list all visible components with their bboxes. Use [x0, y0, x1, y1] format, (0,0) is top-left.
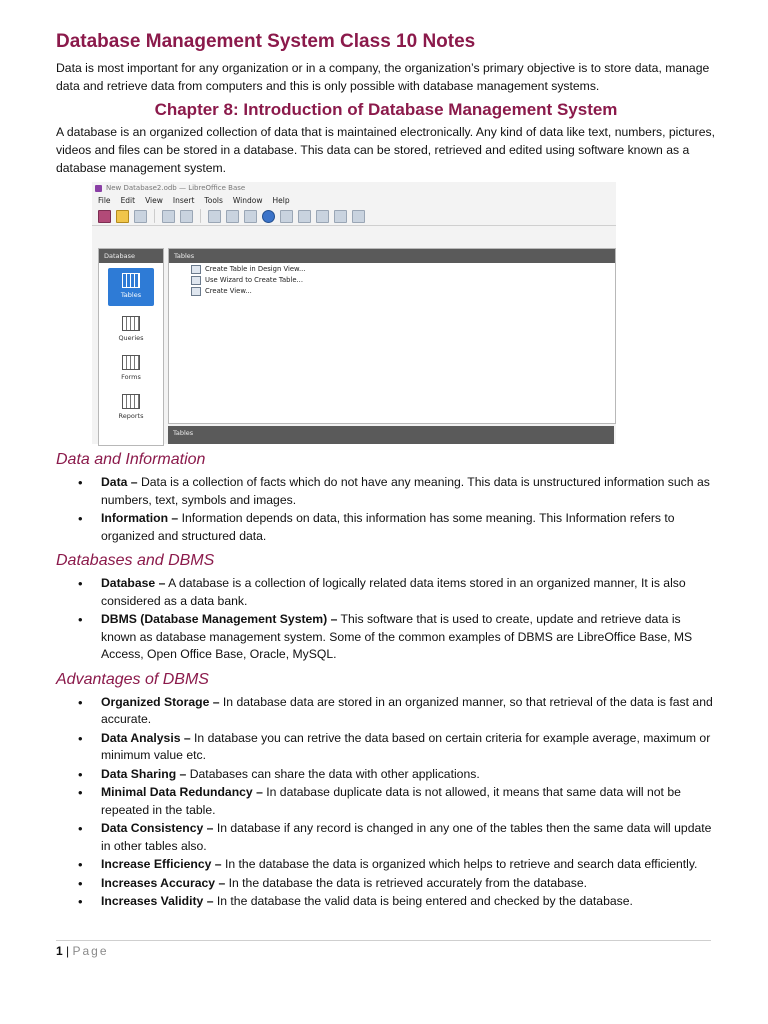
toolbar-divider: [154, 209, 155, 223]
tasks-pane: [168, 248, 616, 424]
help-icon: [262, 210, 275, 223]
screenshot-menubar: [92, 195, 616, 207]
libreoffice-app-icon: [95, 185, 102, 192]
list-term: Increases Validity –: [101, 894, 214, 908]
list-term: Information –: [101, 511, 179, 525]
design-view-icon: [191, 265, 201, 274]
save-icon: [134, 210, 147, 223]
list-text: Data is a collection of facts which do not have any meaning. This data is unstructured information such as numbers, text, symbols and images.: [101, 475, 710, 507]
task-create-view: [191, 286, 615, 296]
list-term: Increases Accuracy –: [101, 875, 226, 890]
list-item: [101, 694, 716, 729]
tasks-pane-header: Tables: [169, 249, 615, 263]
list-term: Data –: [101, 475, 138, 489]
form-icon: [244, 210, 257, 223]
list-text: In database if any record is changed in any one of the tables then the same data will update in other tables also.: [101, 821, 712, 853]
menu-insert: Insert: [172, 196, 195, 205]
list-term: Data Consistency –: [101, 821, 214, 835]
nav-forms-label: Forms: [121, 373, 141, 381]
database-pane: [98, 248, 164, 446]
list-item: [101, 575, 716, 610]
list-text: Information depends on data, this information has some meaning. This Information refers to organized and structured data.: [101, 511, 675, 543]
list-term: Organized Storage –: [101, 694, 220, 709]
menu-tools: Tools: [204, 196, 223, 205]
document-title: Database Management System Class 10 Notes: [56, 31, 476, 52]
list-item: [101, 766, 716, 784]
screenshot-window-title: New Database2.odb — LibreOffice Base: [106, 184, 246, 192]
list-text: In the database the valid data is being entered and checked by the database.: [213, 894, 633, 908]
nav-queries-label: Queries: [118, 334, 144, 342]
list-term: Data Analysis –: [101, 730, 191, 745]
list-item: [101, 730, 716, 765]
list-term: Minimal Data Redundancy –: [101, 785, 263, 799]
table-icon: [280, 210, 293, 223]
nav-queries: [108, 311, 154, 345]
list-item: [101, 474, 716, 509]
nav-tables: [108, 268, 154, 306]
list-item: [101, 856, 716, 874]
menu-view: View: [145, 196, 163, 205]
section-heading: Data and Information: [56, 451, 206, 468]
chapter-intro-paragraph: A database is an organized collection of data that is maintained electronically. Any kind of data like text, numbers, pictures, videos and files can be stored in a database. This data can be stored, retrieved and edited using software known as a database management system.: [56, 125, 715, 175]
list-text: In database duplicate data is not allowed, it means that same data will not be repeated in the table.: [101, 785, 681, 817]
list-text: In the database the data is retrieved accurately from the database.: [225, 875, 588, 890]
nav-forms: [108, 350, 154, 384]
tables-list-header: Tables: [168, 426, 614, 444]
page-footer: [56, 940, 711, 958]
sort-ascending-icon: [208, 210, 221, 223]
list-item: [101, 820, 716, 855]
paste-icon: [180, 210, 193, 223]
sort-descending-icon: [226, 210, 239, 223]
task-wizard: [191, 275, 615, 285]
query-icon: [298, 210, 311, 223]
new-database-icon: [98, 210, 111, 223]
task-label: Use Wizard to Create Table...: [205, 276, 303, 284]
report-icon: [316, 210, 329, 223]
intro-paragraph: Data is most important for any organization or in a company, the organization’s primary objective is to store data, manage data and retrieve data from computers and this is only possible with database management systems.: [56, 61, 710, 93]
menu-window: Window: [232, 196, 263, 205]
list-text: In database data are stored in an organized manner, so that retrieval of the data is fast and accurate.: [101, 694, 713, 726]
database-pane-header: Database: [99, 249, 163, 263]
advantages-list: [56, 694, 716, 911]
preview-icon: [334, 210, 347, 223]
list-term: Data Sharing –: [101, 766, 187, 781]
chapter-heading: Chapter 8: Introduction of Database Management System: [154, 100, 618, 119]
list-term: Database –: [101, 576, 166, 590]
wizard-icon: [191, 276, 201, 285]
list-item: [101, 875, 716, 893]
libreoffice-base-screenshot: [92, 182, 616, 444]
menu-help: Help: [272, 196, 290, 205]
list-text: In the database the data is organized which helps to retrieve and search data efficiently.: [221, 857, 698, 871]
list-text: This software that is used to create, update and retrieve data is known as database management system. Some of the common examples of DBMS are LibreOffice Base, MS Access, Open Office Base, Oracle, MySQL.: [101, 612, 693, 661]
nav-reports-label: Reports: [118, 412, 144, 420]
queries-icon: [122, 316, 140, 331]
menu-file: File: [98, 196, 111, 205]
section-heading: Advantages of DBMS: [56, 670, 209, 688]
list-text: Databases can share the data with other applications.: [186, 766, 480, 781]
task-design-view: [191, 264, 615, 274]
list-item: [101, 510, 716, 545]
page-number: 1: [56, 944, 63, 958]
databases-dbms-list: [56, 575, 716, 664]
list-item: [101, 784, 716, 819]
screenshot-titlebar: [92, 182, 616, 195]
footer-separator: |: [66, 944, 70, 958]
list-item: [101, 893, 716, 911]
document-icon: [352, 210, 365, 223]
list-text: In database you can retrive the data based on certain criteria for example average, maximum or minimum value etc.: [101, 730, 711, 762]
list-term: Increase Efficiency –: [101, 857, 222, 871]
list-term: DBMS (Database Management System) –: [101, 612, 338, 626]
copy-icon: [162, 210, 175, 223]
toolbar-divider: [200, 209, 201, 223]
list-text: A database is a collection of logically related data items stored in an organized manner, It is also considered as a data bank.: [101, 576, 686, 608]
reports-icon: [122, 394, 140, 409]
page-label: Page: [72, 944, 109, 958]
nav-tables-label: Tables: [120, 291, 142, 299]
screenshot-toolbar: [92, 207, 616, 226]
nav-reports: [108, 389, 154, 423]
list-item: [101, 611, 716, 664]
task-label: Create Table in Design View...: [205, 265, 306, 273]
create-view-icon: [191, 287, 201, 296]
data-information-list: [56, 474, 716, 545]
task-label: Create View...: [205, 287, 252, 295]
forms-icon: [122, 355, 140, 370]
section-heading: Databases and DBMS: [56, 552, 215, 569]
open-folder-icon: [116, 210, 129, 223]
menu-edit: Edit: [120, 196, 136, 205]
document-page: [56, 30, 716, 912]
tables-icon: [122, 273, 140, 288]
